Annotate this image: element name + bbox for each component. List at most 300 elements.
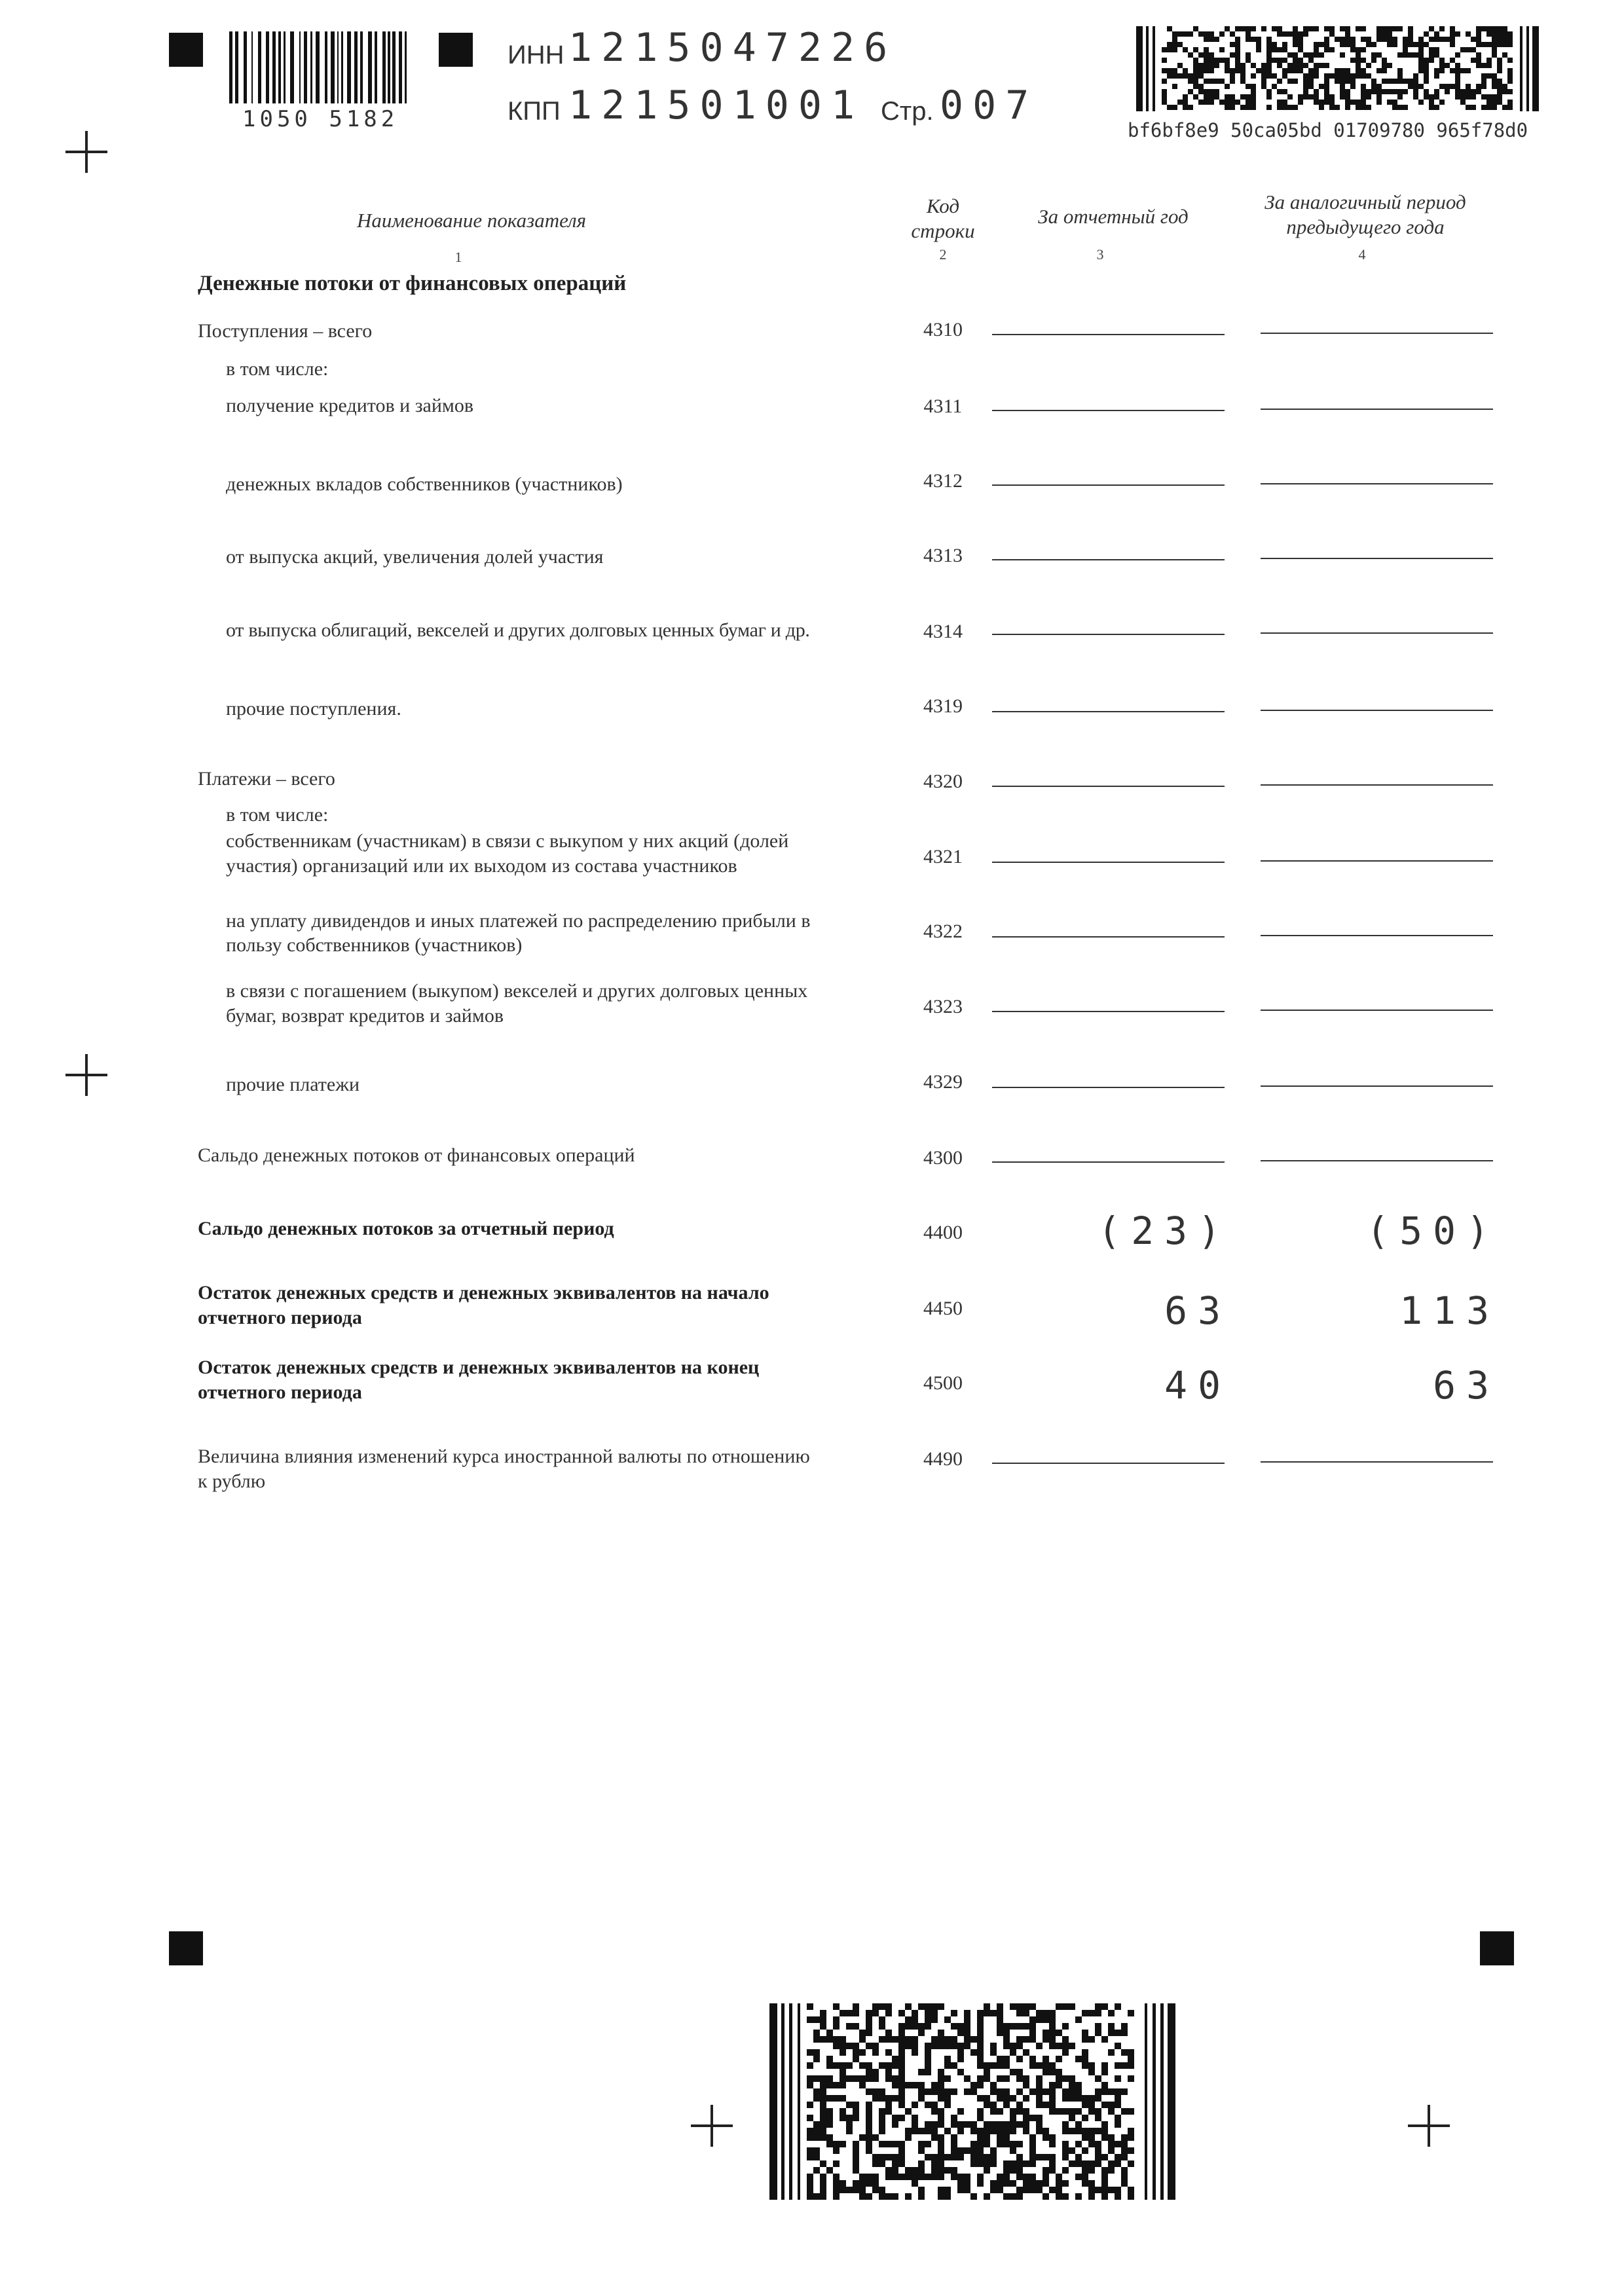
- barcode-module: [951, 2062, 957, 2069]
- barcode-module: [944, 2095, 951, 2102]
- barcode-module: [1121, 2088, 1128, 2095]
- barcode-module: [1471, 89, 1476, 94]
- barcode-bar: [347, 31, 351, 103]
- barcode-module: [866, 2016, 872, 2023]
- barcode-module: [1069, 2160, 1075, 2167]
- barcode-module: [925, 2016, 931, 2023]
- barcode-module: [1056, 2108, 1062, 2115]
- barcode-module: [872, 2160, 879, 2167]
- barcode-module: [1361, 58, 1366, 63]
- barcode-module: [1230, 52, 1235, 58]
- barcode-module: [1293, 26, 1298, 31]
- barcode-module: [990, 2010, 997, 2016]
- barcode-module: [807, 2062, 813, 2069]
- barcode-module: [1101, 2167, 1108, 2174]
- barcode-module: [1455, 84, 1460, 89]
- barcode-module: [872, 2003, 879, 2010]
- barcode-module: [1455, 63, 1460, 68]
- barcode-module: [1023, 2075, 1029, 2082]
- barcode-module: [1088, 2160, 1095, 2167]
- barcode-module: [820, 2193, 826, 2200]
- barcode-module: [1261, 84, 1266, 89]
- barcode-module: [872, 2075, 879, 2082]
- barcode-module: [1408, 37, 1413, 42]
- barcode-module: [1455, 68, 1460, 73]
- barcode-module: [1049, 2134, 1056, 2141]
- empty-value-line: [992, 936, 1225, 938]
- barcode-module: [1476, 63, 1481, 68]
- barcode-module: [1408, 79, 1413, 84]
- barcode-module: [1128, 2049, 1134, 2056]
- barcode-module: [957, 2069, 964, 2075]
- barcode-module: [938, 2069, 944, 2075]
- barcode-module: [807, 2082, 813, 2088]
- barcode-module: [1023, 2095, 1029, 2102]
- barcode-module: [977, 2075, 984, 2082]
- barcode-module: [905, 2003, 912, 2010]
- barcode-module: [1101, 2180, 1108, 2187]
- barcode-module: [925, 2003, 931, 2010]
- barcode-bar: [266, 31, 269, 103]
- barcode-module: [1088, 2134, 1095, 2141]
- barcode-module: [859, 2036, 866, 2043]
- barcode-module: [820, 2010, 826, 2016]
- barcode-module: [1240, 73, 1246, 79]
- barcode-module: [1121, 2147, 1128, 2154]
- barcode-module: [1507, 68, 1513, 73]
- barcode-module: [885, 2062, 892, 2069]
- barcode-module: [1108, 2187, 1115, 2193]
- barcode-module: [1382, 68, 1387, 73]
- barcode-module: [990, 2108, 997, 2115]
- barcode-guard-bar: [1160, 2003, 1164, 2200]
- barcode-module: [1476, 26, 1481, 31]
- barcode-module: [997, 2023, 1003, 2030]
- barcode-module: [1162, 94, 1167, 100]
- barcode-module: [1266, 89, 1272, 94]
- barcode-module: [1455, 94, 1460, 100]
- barcode-module: [1029, 2115, 1036, 2121]
- barcode-module: [951, 2010, 957, 2016]
- barcode-module: [1345, 37, 1350, 42]
- barcode-module: [898, 2010, 905, 2016]
- barcode-module: [1167, 26, 1172, 31]
- barcode-module: [1095, 2108, 1101, 2115]
- barcode-module: [1507, 31, 1513, 37]
- barcode-module: [1023, 2121, 1029, 2128]
- barcode-module: [1361, 37, 1366, 42]
- barcode-module: [957, 2174, 964, 2180]
- barcode-module: [1251, 94, 1256, 100]
- barcode-module: [1043, 2154, 1049, 2160]
- barcode-module: [1003, 2043, 1010, 2049]
- barcode-module: [1198, 52, 1204, 58]
- barcode-module: [1429, 100, 1434, 105]
- barcode-module: [1350, 73, 1356, 79]
- barcode-module: [944, 2193, 951, 2200]
- barcode-module: [826, 2062, 833, 2069]
- barcode-module: [1308, 84, 1314, 89]
- barcode-module: [918, 2003, 925, 2010]
- barcode-module: [1128, 2056, 1134, 2062]
- barcode-module: [1382, 31, 1387, 37]
- barcode-module: [931, 2082, 938, 2088]
- barcode-module: [1502, 89, 1507, 94]
- empty-value-line: [1261, 860, 1493, 862]
- barcode-module: [879, 2121, 885, 2128]
- row-label: собственникам (участникам) в связи с выкупом у них акций (долей: [226, 830, 789, 852]
- row-code: 4450: [923, 1298, 963, 1319]
- barcode-module: [820, 2016, 826, 2023]
- barcode-module: [1303, 52, 1308, 58]
- barcode-module: [866, 2043, 872, 2049]
- barcode-module: [1382, 37, 1387, 42]
- barcode-module: [1209, 79, 1214, 84]
- barcode-module: [846, 2121, 853, 2128]
- barcode-module: [970, 2128, 977, 2134]
- barcode-module: [1049, 2062, 1056, 2069]
- barcode-module: [1361, 105, 1366, 110]
- barcode-module: [997, 2056, 1003, 2062]
- barcode-module: [840, 2069, 846, 2075]
- barcode-module: [1049, 2043, 1056, 2049]
- row-label: в связи с погашением (выкупом) векселей и других долговых ценных: [226, 980, 808, 1002]
- barcode-module: [1062, 2154, 1069, 2160]
- barcode-module: [820, 2115, 826, 2121]
- barcode-module: [1382, 26, 1387, 31]
- barcode-module: [1246, 52, 1251, 58]
- barcode-module: [1308, 58, 1314, 63]
- barcode-module: [964, 2088, 970, 2095]
- barcode-module: [1445, 89, 1450, 94]
- barcode-module: [1287, 63, 1293, 68]
- barcode-module: [1251, 26, 1256, 31]
- barcode-module: [1266, 94, 1272, 100]
- barcode-module: [912, 2023, 918, 2030]
- barcode-bar: [405, 31, 407, 103]
- barcode-module: [1282, 89, 1287, 94]
- barcode-bar: [368, 31, 372, 103]
- barcode-module: [1251, 105, 1256, 110]
- barcode-module: [1121, 2023, 1128, 2030]
- barcode-module: [1272, 42, 1277, 47]
- barcode-module: [925, 2023, 931, 2030]
- barcode-module: [1049, 2102, 1056, 2108]
- barcode-module: [970, 2154, 977, 2160]
- barcode-module: [1319, 100, 1324, 105]
- barcode-module: [833, 2023, 840, 2030]
- barcode-module: [1043, 2069, 1049, 2075]
- barcode-module: [1198, 63, 1204, 68]
- barcode-module: [1056, 2187, 1062, 2193]
- barcode-module: [944, 2154, 951, 2160]
- barcode-module: [820, 2128, 826, 2134]
- barcode-module: [1108, 2141, 1115, 2147]
- barcode-module: [1486, 26, 1492, 31]
- barcode-module: [1043, 2036, 1049, 2043]
- barcode-module: [1075, 2088, 1082, 2095]
- barcode-module: [853, 2160, 859, 2167]
- barcode-module: [1282, 47, 1287, 52]
- barcode-module: [1056, 2030, 1062, 2036]
- barcode-module: [1204, 68, 1209, 73]
- barcode-module: [1356, 52, 1361, 58]
- barcode-module: [1162, 100, 1167, 105]
- barcode-module: [1016, 2193, 1023, 2200]
- barcode-module: [931, 2043, 938, 2049]
- barcode-module: [1235, 37, 1240, 42]
- barcode-module: [1075, 2193, 1082, 2200]
- barcode-module: [1049, 2187, 1056, 2193]
- barcode-module: [944, 2036, 951, 2043]
- barcode-module: [984, 2160, 990, 2167]
- barcode-module: [1413, 52, 1418, 58]
- page-value: 007: [940, 82, 1039, 128]
- barcode-module: [1088, 2167, 1095, 2174]
- barcode-module: [846, 2062, 853, 2069]
- barcode-module: [1172, 73, 1177, 79]
- barcode-module: [925, 2043, 931, 2049]
- barcode-module: [1240, 94, 1246, 100]
- empty-value-line: [992, 334, 1225, 335]
- barcode-module: [951, 2154, 957, 2160]
- barcode-module: [1434, 73, 1439, 79]
- barcode-module: [1082, 2062, 1088, 2069]
- barcode-module: [1345, 68, 1350, 73]
- barcode-module: [1434, 68, 1439, 73]
- barcode-module: [1371, 89, 1376, 94]
- barcode-guard-bar: [1526, 26, 1529, 111]
- barcode-module: [1049, 2030, 1056, 2036]
- barcode-module: [1069, 2095, 1075, 2102]
- barcode-module: [938, 2193, 944, 2200]
- barcode-module: [1314, 89, 1319, 94]
- barcode-module: [1455, 31, 1460, 37]
- barcode-module: [1121, 2062, 1128, 2069]
- barcode-module: [1282, 58, 1287, 63]
- barcode-module: [964, 2030, 970, 2036]
- corner-marker-top-mid: [439, 33, 473, 67]
- barcode-module: [1115, 2043, 1121, 2049]
- barcode-module: [997, 2180, 1003, 2187]
- barcode-module: [1115, 2141, 1121, 2147]
- barcode-bar: [316, 31, 320, 103]
- barcode-module: [912, 2010, 918, 2016]
- barcode-module: [1282, 68, 1287, 73]
- barcode-module: [820, 2088, 826, 2095]
- barcode-module: [1121, 2030, 1128, 2036]
- barcode-module: [977, 2154, 984, 2160]
- barcode-module: [872, 2049, 879, 2056]
- empty-value-line: [1261, 409, 1493, 410]
- barcode-module: [1460, 89, 1466, 94]
- barcode-module: [977, 2036, 984, 2043]
- barcode-module: [970, 2121, 977, 2128]
- barcode-module: [1240, 79, 1246, 84]
- barcode-module: [859, 2193, 866, 2200]
- barcode-module: [898, 2062, 905, 2069]
- barcode-module: [964, 2010, 970, 2016]
- barcode-module: [1293, 63, 1298, 68]
- barcode-module: [951, 2141, 957, 2147]
- barcode-module: [1043, 2016, 1049, 2023]
- barcode-module: [1345, 100, 1350, 105]
- barcode-module: [1387, 100, 1392, 105]
- barcode-module: [853, 2154, 859, 2160]
- barcode-module: [1204, 89, 1209, 94]
- barcode-module: [1082, 2056, 1088, 2062]
- barcode-module: [938, 2134, 944, 2141]
- barcode-module: [1324, 84, 1329, 89]
- barcode-module: [1497, 79, 1502, 84]
- barcode-module: [885, 2030, 892, 2036]
- barcode-module: [1214, 79, 1219, 84]
- barcode-module: [1287, 105, 1293, 110]
- barcode-module: [1350, 42, 1356, 47]
- barcode-module: [1314, 42, 1319, 47]
- barcode-module: [1293, 58, 1298, 63]
- barcode-module: [1049, 2154, 1056, 2160]
- barcode-module: [1246, 100, 1251, 105]
- barcode-module: [1429, 58, 1434, 63]
- barcode-module: [1455, 73, 1460, 79]
- barcode-module: [1287, 68, 1293, 73]
- barcode-module: [1101, 2082, 1108, 2088]
- barcode-module: [1397, 68, 1403, 73]
- barcode-module: [1128, 2160, 1134, 2167]
- barcode-module: [938, 2108, 944, 2115]
- barcode-module: [1371, 52, 1376, 58]
- barcode-module: [1198, 84, 1204, 89]
- barcode-module: [1235, 52, 1240, 58]
- barcode-module: [1101, 2088, 1108, 2095]
- column-header-previous: За аналогичный период предыдущего года: [1264, 191, 1466, 238]
- barcode-module: [1062, 2167, 1069, 2174]
- barcode-module: [1345, 94, 1350, 100]
- barcode-module: [1204, 100, 1209, 105]
- barcode-module: [1350, 84, 1356, 89]
- barcode-module: [898, 2043, 905, 2049]
- barcode-module: [925, 2128, 931, 2134]
- barcode-module: [833, 2160, 840, 2167]
- barcode-module: [931, 2016, 938, 2023]
- barcode-module: [1397, 94, 1403, 100]
- barcode-module: [970, 2160, 977, 2167]
- section-title: Денежные потоки от финансовых операций: [198, 272, 627, 295]
- barcode-module: [807, 2102, 813, 2108]
- empty-value-line: [1261, 558, 1493, 559]
- barcode-module: [1088, 2095, 1095, 2102]
- barcode-module: [1345, 89, 1350, 94]
- row-label: денежных вкладов собственников (участников): [226, 473, 623, 495]
- barcode-module: [1188, 79, 1193, 84]
- barcode-bar: [244, 31, 247, 103]
- barcode-module: [1219, 31, 1225, 37]
- barcode-module: [1466, 84, 1471, 89]
- column-header-code: Код строки: [911, 194, 975, 242]
- barcode-module: [1088, 2128, 1095, 2134]
- barcode-module: [1029, 2141, 1036, 2147]
- barcode-module: [931, 2160, 938, 2167]
- barcode-module: [918, 2030, 925, 2036]
- barcode-module: [1016, 2036, 1023, 2043]
- barcode-module: [1408, 42, 1413, 47]
- barcode-module: [951, 2167, 957, 2174]
- barcode-module: [1335, 105, 1340, 110]
- barcode-module: [826, 2056, 833, 2062]
- barcode-bar: [290, 31, 294, 103]
- barcode-module: [879, 2108, 885, 2115]
- barcode-module: [905, 2128, 912, 2134]
- barcode-module: [1392, 100, 1397, 105]
- barcode-module: [879, 2088, 885, 2095]
- barcode-module: [905, 2174, 912, 2180]
- barcode-module: [1016, 2043, 1023, 2049]
- barcode-module: [820, 2023, 826, 2030]
- barcode-module: [1392, 105, 1397, 110]
- barcode-module: [1188, 89, 1193, 94]
- barcode-module: [1466, 89, 1471, 94]
- barcode-module: [1214, 37, 1219, 42]
- barcode-module: [892, 2160, 898, 2167]
- barcode-module: [1198, 31, 1204, 37]
- barcode-module: [1418, 58, 1424, 63]
- barcode-module: [984, 2167, 990, 2174]
- barcode-module: [1230, 31, 1235, 37]
- barcode-module: [807, 2075, 813, 2082]
- barcode-module: [1507, 79, 1513, 84]
- barcode-module: [990, 2062, 997, 2069]
- barcode-module: [879, 2160, 885, 2167]
- barcode-module: [944, 2167, 951, 2174]
- barcode-module: [1293, 37, 1298, 42]
- column-number-4: 4: [1358, 246, 1366, 263]
- barcode-module: [1450, 84, 1455, 89]
- barcode-bar: [325, 31, 327, 103]
- barcode-module: [885, 2102, 892, 2108]
- barcode-bar: [310, 31, 312, 103]
- barcode-module: [813, 2147, 820, 2154]
- barcode-module: [1235, 58, 1240, 63]
- barcode-module: [1049, 2160, 1056, 2167]
- barcode-module: [1062, 2108, 1069, 2115]
- barcode-module: [1162, 79, 1167, 84]
- barcode-module: [990, 2088, 997, 2095]
- barcode-module: [892, 2056, 898, 2062]
- barcode-module: [1095, 2003, 1101, 2010]
- barcode-module: [1397, 26, 1403, 31]
- barcode-module: [1455, 89, 1460, 94]
- barcode-module: [826, 2036, 833, 2043]
- barcode-module: [1023, 2115, 1029, 2121]
- barcode-module: [1492, 73, 1497, 79]
- barcode-module: [938, 2036, 944, 2043]
- barcode-module: [1023, 2180, 1029, 2187]
- barcode-module: [1340, 79, 1345, 84]
- barcode-module: [1230, 79, 1235, 84]
- barcode-module: [1075, 2174, 1082, 2180]
- barcode-module: [879, 2062, 885, 2069]
- barcode-module: [820, 2187, 826, 2193]
- barcode-module: [1075, 2016, 1082, 2023]
- barcode-module: [872, 2010, 879, 2016]
- barcode-module: [892, 2082, 898, 2088]
- barcode-module: [1062, 2075, 1069, 2082]
- barcode-module: [977, 2049, 984, 2056]
- barcode-module: [859, 2030, 866, 2036]
- row-code: 4314: [923, 621, 963, 642]
- row-code: 4313: [923, 545, 963, 566]
